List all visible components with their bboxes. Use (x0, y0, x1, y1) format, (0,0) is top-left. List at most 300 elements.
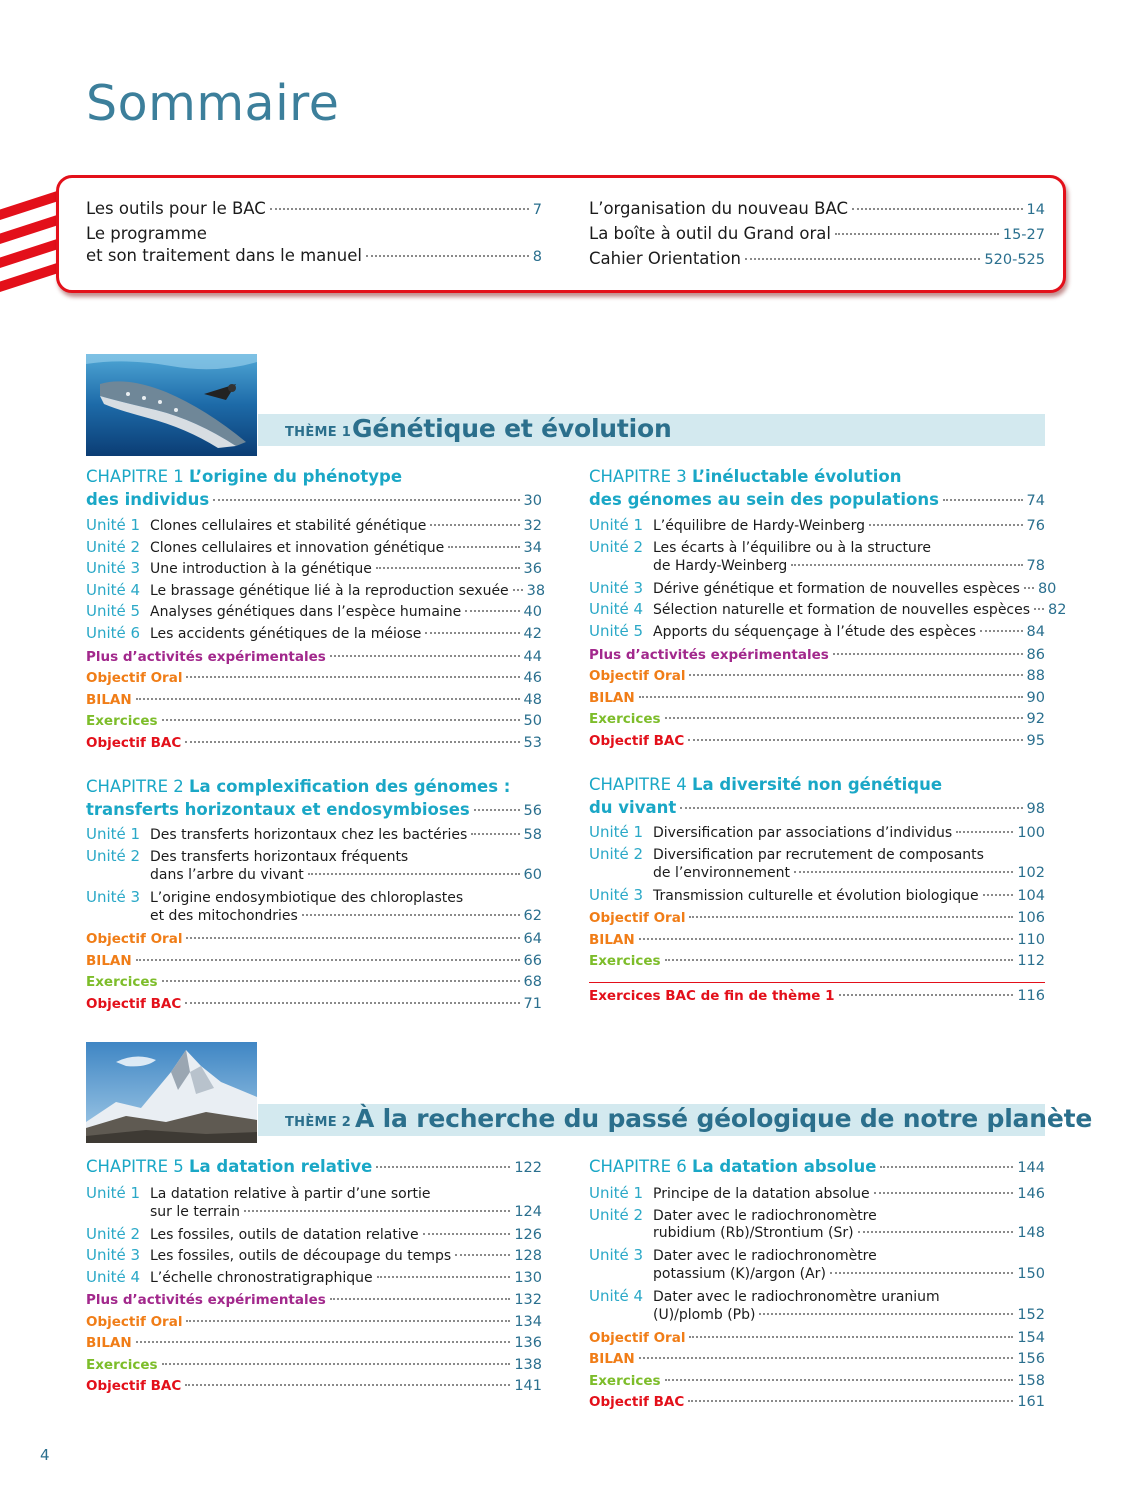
page-ref: 124 (514, 1204, 542, 1220)
extra-row-bac[interactable] (86, 994, 542, 1014)
unit-text: Les accidents génétiques de la méiose (150, 626, 422, 642)
unit-row[interactable] (589, 556, 1045, 576)
page-ref: 84 (1026, 624, 1045, 640)
unit-text: L’équilibre de Hardy-Weinberg (653, 518, 865, 534)
unit-row[interactable] (589, 1223, 1045, 1243)
unit-text: Des transferts horizontaux fréquents (150, 849, 409, 865)
unit-text: Dater avec le radiochronomètre (653, 1248, 877, 1264)
leader-dots (302, 914, 520, 916)
unit-row[interactable] (86, 515, 542, 536)
page-ref: 90 (1026, 690, 1045, 706)
page-ref: 104 (1017, 888, 1045, 904)
unit-row[interactable] (86, 824, 542, 845)
extra-label: Objectif BAC (86, 1378, 182, 1394)
chapter-5-heading[interactable] (86, 1156, 542, 1180)
unit-row-line1[interactable] (589, 1286, 1045, 1307)
extra-label: Exercices (86, 974, 158, 990)
page-ref: 95 (1026, 733, 1045, 749)
unit-row[interactable] (589, 515, 1045, 536)
extra-row-oral[interactable] (86, 929, 542, 949)
leader-dots (376, 1166, 510, 1168)
theme1-title: Génétique et évolution (352, 414, 672, 443)
leader-dots (794, 871, 1013, 873)
leader-dots (513, 589, 523, 591)
extra-row-exercices[interactable] (589, 709, 1045, 729)
unit-label: Unité 3 (589, 579, 644, 597)
intro-label: L’organisation du nouveau BAC (589, 199, 848, 218)
page-ref: 68 (523, 974, 542, 990)
unit-label: Unité 1 (86, 825, 141, 843)
unit-label: Unité 4 (86, 1268, 141, 1286)
leader-dots (833, 653, 1023, 655)
leader-dots (448, 546, 519, 548)
unit-row[interactable] (86, 1245, 542, 1266)
leader-dots (308, 873, 520, 875)
unit-row[interactable] (589, 822, 1045, 843)
unit-label: Unité 4 (86, 581, 141, 599)
unit-label: Unité 1 (86, 1184, 141, 1202)
chapter-title: La datation absolue (692, 1157, 877, 1176)
extra-row-bac[interactable] (589, 1392, 1045, 1412)
intro-label: La boîte à outil du Grand oral (589, 224, 831, 243)
page-ref: 148 (1017, 1225, 1045, 1241)
theme2-photo-mountain (86, 1042, 257, 1143)
unit-label: Unité 3 (86, 559, 141, 577)
unit-text: Dater avec le radiochronomètre uranium (653, 1289, 940, 1305)
page-ref: 146 (1017, 1186, 1045, 1202)
leader-dots (377, 1276, 511, 1278)
unit-label: Unité 4 (589, 600, 644, 618)
leader-dots (689, 674, 1022, 676)
unit-label: Unité 4 (589, 1287, 644, 1305)
page-ref: 8 (532, 249, 542, 265)
leader-dots (665, 717, 1023, 719)
extra-row-plus[interactable] (86, 1290, 542, 1310)
extra-row-exercices[interactable] (589, 951, 1045, 971)
leader-dots (244, 1210, 510, 1212)
page-ref: 32 (523, 518, 542, 534)
page-ref: 14 (1026, 202, 1045, 218)
unit-row[interactable] (589, 885, 1045, 906)
leader-dots (1024, 587, 1034, 589)
unit-row[interactable] (86, 537, 542, 558)
page-ref: 36 (523, 561, 542, 577)
page-ref: 40 (523, 604, 542, 620)
leader-dots (869, 524, 1023, 526)
unit-label: Unité 3 (86, 888, 141, 906)
page-ref: 62 (523, 908, 542, 924)
leader-dots (186, 937, 519, 939)
extra-label: Plus d’activités expérimentales (86, 649, 326, 665)
page-ref: 82 (1048, 602, 1067, 618)
leader-dots (665, 959, 1014, 961)
page-ref: 53 (523, 735, 542, 751)
intro-item[interactable] (589, 248, 1045, 271)
chapter-1-heading[interactable] (86, 466, 542, 512)
intro-label: Cahier Orientation (589, 249, 742, 268)
page-ref: 158 (1017, 1373, 1045, 1389)
unit-row-line1[interactable] (86, 846, 542, 867)
page-ref: 56 (523, 802, 542, 819)
extra-label: BILAN (589, 1351, 635, 1367)
extra-row-exercices[interactable] (86, 1355, 542, 1375)
theme2-label: THÈME 2 (285, 1115, 352, 1130)
extra-label: Objectif BAC (86, 735, 182, 751)
intro-item-line1[interactable] (86, 223, 542, 245)
leader-dots (270, 208, 529, 210)
extra-label: BILAN (86, 692, 132, 708)
unit-row[interactable] (589, 1264, 1045, 1284)
extra-row-bilan[interactable] (589, 930, 1045, 950)
separator-line (589, 982, 1045, 983)
unit-text: dans l’arbre du vivant (150, 867, 304, 883)
extra-row-oral[interactable] (86, 668, 542, 688)
leader-dots (185, 741, 519, 743)
leader-dots (425, 632, 519, 634)
page-ref: 520-525 (984, 252, 1045, 268)
unit-text: Apports du séquençage à l’étude des espèces (653, 624, 977, 640)
page-ref: 7 (532, 202, 542, 218)
leader-dots (185, 1384, 510, 1386)
intro-item[interactable] (86, 245, 542, 268)
extra-label: BILAN (86, 953, 132, 969)
leader-dots (136, 698, 520, 700)
extra-row-bilan[interactable] (589, 1349, 1045, 1369)
chapter-kicker: CHAPITRE 4 (589, 775, 687, 794)
leader-dots (835, 233, 999, 235)
page-ref: 64 (523, 931, 542, 947)
unit-text: Une introduction à la génétique (150, 561, 372, 577)
unit-text: Dérive génétique et formation de nouvelles espèces (653, 581, 1020, 597)
unit-text: Les écarts à l’équilibre ou à la structure (653, 540, 931, 556)
unit-text: Clones cellulaires et stabilité génétique (150, 518, 427, 534)
page-ref: 102 (1017, 865, 1045, 881)
intro-label: et son traitement dans le manuel (86, 246, 362, 265)
leader-dots (839, 994, 1014, 996)
extra-row-plus[interactable] (86, 647, 542, 667)
unit-text: de Hardy-Weinberg (653, 558, 788, 574)
unit-row-line1[interactable] (589, 844, 1045, 865)
intro-item[interactable] (589, 198, 1045, 221)
page-ref: 60 (523, 867, 542, 883)
unit-text: de l’environnement (653, 865, 790, 881)
extra-row-bilan[interactable] (589, 688, 1045, 708)
chapter-2-heading[interactable] (86, 776, 542, 822)
page-ref: 44 (523, 649, 542, 665)
leader-dots (471, 833, 519, 835)
leader-dots (680, 807, 1022, 809)
extra-row-plus[interactable] (589, 645, 1045, 665)
extra-label: Exercices (589, 711, 661, 727)
extra-label: Objectif Oral (86, 1314, 183, 1330)
leader-dots (858, 1231, 1014, 1233)
unit-text: La datation relative à partir d’une sortie (150, 1186, 431, 1202)
leader-dots (980, 630, 1023, 632)
unit-text: Dater avec le radiochronomètre (653, 1208, 877, 1224)
unit-text: et des mitochondries (150, 908, 298, 924)
extra-label: BILAN (86, 1335, 132, 1351)
unit-text: Diversification par recrutement de composants (653, 847, 984, 863)
leader-dots (162, 719, 520, 721)
leader-dots (639, 938, 1014, 940)
page-ref: 98 (1026, 800, 1045, 817)
theme1-photo-whale-shark (86, 354, 257, 456)
unit-row[interactable] (589, 1183, 1045, 1204)
leader-dots (1034, 608, 1044, 610)
unit-text: Les fossiles, outils de datation relative (150, 1227, 419, 1243)
page-ref: 110 (1017, 932, 1045, 948)
unit-label: Unité 1 (589, 823, 644, 841)
leader-dots (874, 1192, 1014, 1194)
leader-dots (186, 1320, 510, 1322)
extra-row-oral[interactable] (589, 908, 1045, 928)
page-ref: 15-27 (1002, 227, 1045, 243)
page-ref: 58 (523, 827, 542, 843)
chapter-title: La complexification des génomes : (189, 777, 511, 796)
leader-dots (430, 524, 519, 526)
chapter-kicker: CHAPITRE 2 (86, 777, 184, 796)
page-ref: 38 (526, 583, 546, 599)
extra-label: Plus d’activités expérimentales (86, 1292, 326, 1308)
extra-row-bilan[interactable] (86, 951, 542, 971)
leader-dots (759, 1313, 1013, 1315)
unit-row[interactable] (589, 621, 1045, 642)
unit-text: L’origine endosymbiotique des chloroplastes (150, 890, 464, 906)
unit-text: Analyses génétiques dans l’espèce humaine (150, 604, 462, 620)
unit-row-line1[interactable] (589, 1245, 1045, 1266)
extra-row-exercices[interactable] (589, 1371, 1045, 1391)
unit-text: Le brassage génétique lié à la reproduction sexuée (150, 583, 509, 599)
extra-label: Exercices (589, 1373, 661, 1389)
intro-item[interactable] (86, 198, 542, 221)
intro-label: Les outils pour le BAC (86, 199, 266, 218)
page-ref: 88 (1026, 668, 1045, 684)
unit-text: Les fossiles, outils de découpage du temps (150, 1248, 452, 1264)
page-ref: 34 (523, 540, 542, 556)
extra-label: BILAN (589, 932, 635, 948)
page-ref: 122 (514, 1160, 542, 1176)
extra-row-oral[interactable] (589, 666, 1045, 686)
leader-dots (880, 1166, 1013, 1168)
extra-label: Plus d’activités expérimentales (589, 647, 829, 663)
unit-text: L’échelle chronostratigraphique (150, 1270, 373, 1286)
unit-label: Unité 5 (86, 602, 141, 620)
leader-dots (689, 916, 1013, 918)
unit-row[interactable] (86, 1202, 542, 1222)
unit-row[interactable] (86, 865, 542, 885)
extra-label: Objectif Oral (86, 670, 183, 686)
extra-label: Exercices (86, 1357, 158, 1373)
unit-row[interactable] (86, 1267, 542, 1288)
page-ref: 161 (1017, 1394, 1045, 1410)
unit-text: Transmission culturelle et évolution biologique (653, 888, 979, 904)
leader-dots (956, 831, 1013, 833)
chapter-6-heading[interactable] (589, 1156, 1045, 1180)
page-ref: 71 (523, 996, 542, 1012)
unit-label: Unité 2 (589, 1206, 644, 1224)
leader-dots (852, 208, 1023, 210)
leader-dots (688, 739, 1022, 741)
leader-dots (983, 894, 1014, 896)
leader-dots (186, 676, 519, 678)
extra-label: Objectif Oral (589, 1330, 686, 1346)
leader-dots (639, 696, 1023, 698)
extra-row-oral[interactable] (86, 1312, 542, 1332)
leader-dots (689, 1336, 1013, 1338)
unit-row[interactable] (86, 601, 542, 622)
page-number: 4 (40, 1446, 50, 1464)
extra-row-exercices[interactable] (86, 972, 542, 992)
extra-row-bac[interactable] (86, 733, 542, 753)
extra-row-oral[interactable] (589, 1328, 1045, 1348)
leader-dots (791, 564, 1022, 566)
extra-row-bac[interactable] (589, 731, 1045, 751)
unit-label: Unité 1 (589, 516, 644, 534)
unit-label: Unité 2 (86, 847, 141, 865)
unit-text: potassium (K)/argon (Ar) (653, 1266, 826, 1282)
leader-dots (745, 258, 980, 260)
page-ref: 152 (1017, 1307, 1045, 1323)
extra-row-exercices[interactable] (86, 711, 542, 731)
unit-text: Des transferts horizontaux chez les bactéries (150, 827, 468, 843)
leader-dots (136, 959, 520, 961)
unit-text: Principe de la datation absolue (653, 1186, 870, 1202)
unit-row[interactable] (86, 623, 542, 644)
leader-dots (688, 1400, 1013, 1402)
leader-dots (830, 1272, 1013, 1274)
unit-label: Unité 6 (86, 624, 141, 642)
unit-row-line1[interactable] (86, 887, 542, 908)
page-ref: 48 (523, 692, 542, 708)
page-ref: 132 (514, 1292, 542, 1308)
extra-label: Objectif Oral (589, 910, 686, 926)
unit-row[interactable] (589, 599, 1067, 620)
unit-label: Unité 1 (86, 516, 141, 534)
unit-row[interactable] (86, 558, 542, 579)
chapter-kicker: CHAPITRE 1 (86, 467, 184, 486)
leader-dots (162, 1363, 511, 1365)
page-ref: 92 (1026, 711, 1045, 727)
extra-label: Exercices (86, 713, 158, 729)
page-ref: 78 (1026, 558, 1045, 574)
theme1-label: THÈME 1 (285, 425, 352, 440)
leader-dots (330, 655, 520, 657)
chapter-title: L’origine du phénotype (189, 467, 403, 486)
extra-row-bilan[interactable] (86, 1333, 542, 1353)
extra-label: Objectif Oral (589, 668, 686, 684)
chapter-title: transferts horizontaux et endosymbioses (86, 799, 470, 819)
unit-row[interactable] (86, 580, 546, 601)
chapter-3-heading[interactable] (589, 466, 1045, 512)
page-ref: 136 (514, 1335, 542, 1351)
intro-item[interactable] (589, 223, 1045, 246)
extra-label: BILAN (589, 690, 635, 706)
page-ref: 141 (514, 1378, 542, 1394)
unit-text: rubidium (Rb)/Strontium (Sr) (653, 1225, 854, 1241)
chapter-4-heading[interactable] (589, 774, 1045, 820)
intro-label: Le programme (86, 224, 207, 243)
extra-label: Exercices (589, 953, 661, 969)
leader-dots (639, 1357, 1014, 1359)
leader-dots (376, 567, 520, 569)
leader-dots (455, 1254, 510, 1256)
page-ref: 50 (523, 713, 542, 729)
unit-row[interactable] (86, 906, 542, 926)
extra-label: Objectif Oral (86, 931, 183, 947)
unit-row-line1[interactable] (589, 537, 1045, 558)
unit-row[interactable] (589, 863, 1045, 883)
page-title: Sommaire (86, 75, 340, 132)
page-ref: 154 (1017, 1330, 1045, 1346)
unit-row[interactable] (589, 1305, 1045, 1325)
chapter-title: des génomes au sein des populations (589, 489, 939, 509)
leader-dots (423, 1233, 511, 1235)
leader-dots (474, 809, 520, 811)
chapter-kicker: CHAPITRE 5 (86, 1157, 184, 1176)
extra-label: Objectif BAC (589, 1394, 685, 1410)
unit-label: Unité 2 (589, 538, 644, 556)
leader-dots (665, 1379, 1014, 1381)
leader-dots (162, 980, 520, 982)
page-ref: 42 (523, 626, 542, 642)
page-ref: 130 (514, 1270, 542, 1286)
page-ref: 156 (1017, 1351, 1045, 1367)
unit-label: Unité 3 (86, 1246, 141, 1264)
page-ref: 80 (1037, 581, 1057, 597)
leader-dots (136, 1341, 511, 1343)
unit-label: Unité 2 (86, 538, 141, 556)
unit-label: Unité 3 (589, 886, 644, 904)
leader-dots (465, 610, 519, 612)
unit-label: Unité 5 (589, 622, 644, 640)
chapter-title: La datation relative (189, 1157, 373, 1176)
leader-dots (330, 1298, 511, 1300)
page-ref: 74 (1026, 492, 1045, 509)
unit-text: (U)/plomb (Pb) (653, 1307, 756, 1323)
unit-text: Sélection naturelle et formation de nouvelles espèces (653, 602, 1031, 618)
page-ref: 116 (1017, 988, 1045, 1004)
chapter-title: du vivant (589, 797, 677, 817)
leader-dots (213, 499, 519, 501)
unit-text: Diversification par associations d’individus (653, 825, 953, 841)
leader-dots (943, 499, 1023, 501)
unit-row-line1[interactable] (86, 1183, 542, 1204)
page-ref: 86 (1026, 647, 1045, 663)
page-ref: 134 (514, 1314, 542, 1330)
page-ref: 66 (523, 953, 542, 969)
extra-row-bac[interactable] (86, 1376, 542, 1396)
unit-row[interactable] (86, 1224, 542, 1245)
unit-label: Unité 2 (589, 845, 644, 863)
unit-label: Unité 1 (589, 1184, 644, 1202)
chapter-title: La diversité non génétique (692, 775, 943, 794)
chapter-title: des individus (86, 489, 210, 509)
page-ref: 100 (1017, 825, 1045, 841)
unit-row[interactable] (589, 578, 1057, 599)
extra-label: Exercices BAC de fin de thème 1 (589, 988, 835, 1004)
unit-label: Unité 2 (86, 1225, 141, 1243)
chapter-kicker: CHAPITRE 6 (589, 1157, 687, 1176)
page-ref: 138 (514, 1357, 542, 1373)
page-ref: 150 (1017, 1266, 1045, 1282)
final-exercises-row[interactable] (589, 986, 1045, 1006)
unit-text: Clones cellulaires et innovation génétique (150, 540, 445, 556)
theme2-title: À la recherche du passé géologique de notre planète (355, 1104, 1093, 1133)
extra-label: Objectif BAC (86, 996, 182, 1012)
unit-label: Unité 3 (589, 1246, 644, 1264)
chapter-kicker: CHAPITRE 3 (589, 467, 687, 486)
extra-row-bilan[interactable] (86, 690, 542, 710)
